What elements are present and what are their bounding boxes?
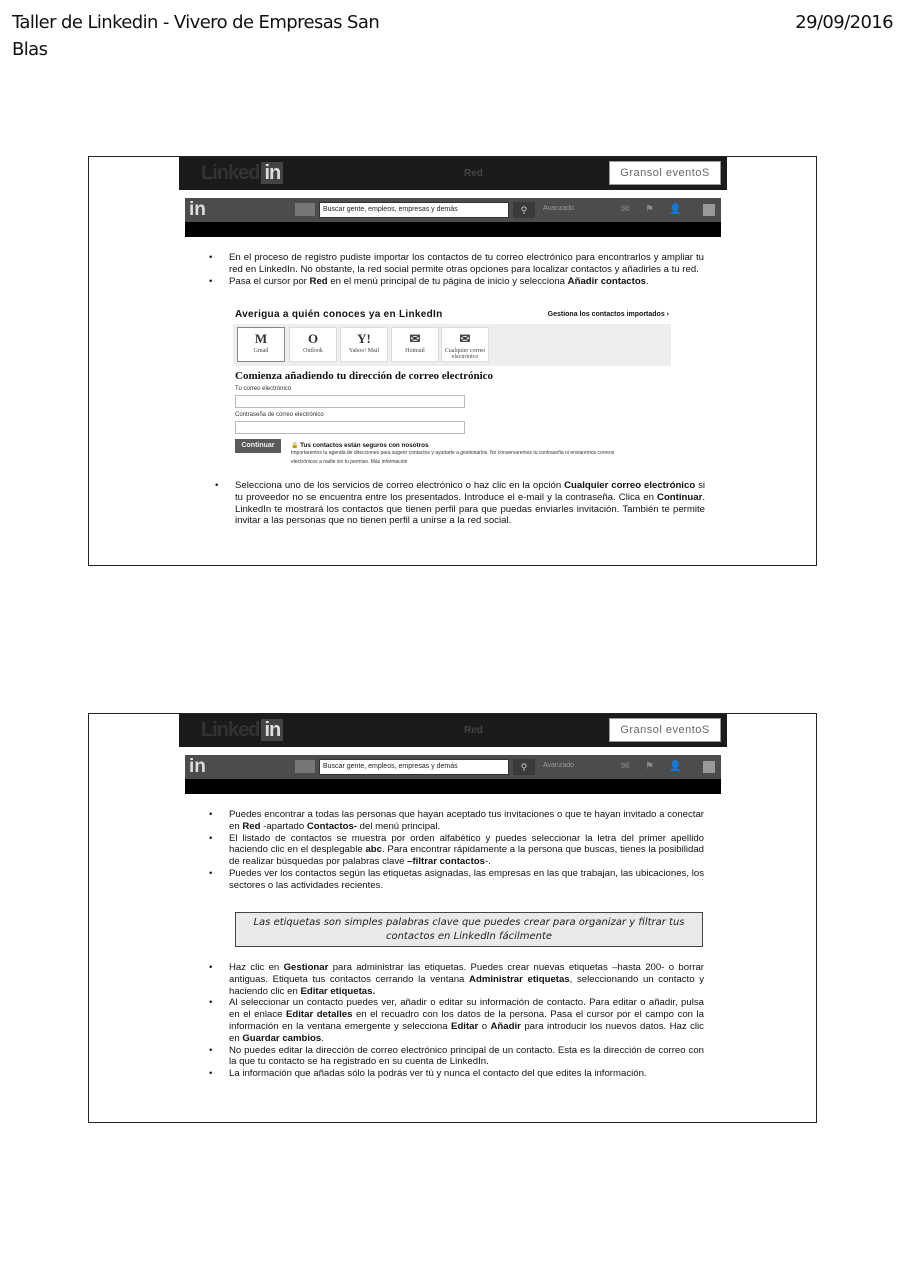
bold-text: –filtrar contactos: [407, 856, 485, 868]
slide-1: [88, 156, 817, 566]
bullet-item: [209, 809, 704, 833]
text: -.: [484, 856, 491, 868]
text: Puedes ver los contactos según las etiquetas asignadas, las empresas en las que trabajan, las ubicaciones, los sectores o las actividades recientes.: [229, 867, 704, 891]
flag-icon[interactable]: ⚑: [645, 204, 654, 215]
bullet-list: [209, 809, 704, 892]
slide-banner: [179, 714, 727, 747]
bold-text: Gestionar: [283, 962, 329, 973]
text: En el proceso de registro pudiste importar los contactos de tu correo electrónico para encontrarlos y ampliar tu red en LinkedIn. No obstante, la red social permite otras opciones para localizar contactos y añadirles a tu red.: [229, 252, 704, 275]
text: Al seleccionar un contacto puedes ver, añadir o editar su información de contacto. Para editar o añadir, pulsa en el enlace: [229, 997, 704, 1021]
bullet-list: [209, 252, 704, 287]
menu-icon[interactable]: [295, 203, 315, 216]
messages-icon[interactable]: ✉: [621, 761, 630, 772]
banner-section-title: Red: [464, 725, 483, 736]
text: . Para encontrar rápidamente a la persona que buscas, tienes la posibilidad de realizar búsquedas por palabras clave: [229, 844, 705, 868]
text: No puedes editar la dirección de correo electrónico principal de un contacto. Esta es la dirección de correo con la que tu contacto se ha registrado en su cuenta de LinkedIn.: [229, 1044, 704, 1068]
text: -apartado: [260, 820, 307, 832]
bold-text: Administrar etiquetas: [469, 973, 570, 985]
continue-button[interactable]: Continuar: [235, 439, 281, 453]
text: para introducir los nuevos datos. Haz clic en: [229, 1020, 704, 1044]
text: Pasa el cursor por: [229, 275, 310, 287]
hotmail-icon: ✉: [409, 331, 421, 346]
bullet-item: [209, 833, 704, 868]
search-icon[interactable]: ⚲: [513, 202, 535, 218]
text: para administrar las etiquetas. Puedes crear nuevas etiquetas –hasta 200- o borrar antiguas. Etiqueta tus contactos cerrando la ventana: [229, 962, 704, 985]
security-note: 🔒 Tus contactos están seguros con nosotros Importaremos tu agenda de direcciones para sugerir contactos y ayudarte a gestionarlos. No conservaremos tu contraseña ni enviaremos correos electrónicos a nadie sin tu permiso. Más información: [291, 442, 615, 465]
advanced-search-link[interactable]: Avanzado: [543, 205, 575, 212]
messages-icon[interactable]: ✉: [621, 204, 630, 215]
manage-imported-link[interactable]: Gestiona los contactos importados ›: [547, 311, 669, 318]
avatar-icon[interactable]: [703, 204, 715, 216]
linkedin-navbar: [185, 755, 721, 794]
bold-text: Continuar: [657, 491, 703, 503]
add-contact-icon[interactable]: 👤: [669, 204, 682, 215]
outlook-icon: O: [307, 331, 319, 346]
bold-text: Editar: [451, 1020, 479, 1032]
linkedin-navbar: [185, 198, 721, 237]
menu-icon[interactable]: [295, 760, 315, 773]
document-date: 29/09/2016: [795, 12, 893, 33]
text: .: [321, 1032, 324, 1044]
linkedin-nav-logo[interactable]: in: [189, 199, 206, 220]
bullet-item: [209, 868, 704, 892]
bold-text: Red: [309, 275, 328, 287]
text: en el recuadro con los datos de la persona. Pasa el cursor por el campo con la información en la ventana emergente y selecciona: [229, 1009, 704, 1032]
text: , seleccionando un contacto y haciendo clic en: [229, 973, 704, 997]
form-heading: Comienza añadiendo tu dirección de correo electrónico: [235, 370, 494, 382]
brand-logo: Gransol eventoS: [609, 718, 721, 742]
callout-box: Las etiquetas son simples palabras clave que puedes crear para organizar y filtrar tus contactos en LinkedIn fácilmente: [235, 912, 703, 947]
slide-2: [88, 713, 817, 1123]
text: del menú principal.: [356, 820, 441, 832]
lock-icon: 🔒: [291, 443, 299, 449]
password-field[interactable]: [235, 421, 465, 434]
bullet-list: [215, 480, 705, 527]
email-field[interactable]: [235, 395, 465, 408]
bullet-item: [209, 997, 704, 1044]
provider-yahoo[interactable]: Y! Yahoo! Mail: [340, 327, 388, 362]
bullet-list: [209, 962, 704, 1080]
search-input[interactable]: Buscar gente, empleos, empresas y demás: [319, 759, 509, 775]
bullet-item: [209, 1068, 704, 1080]
avatar-icon[interactable]: [703, 761, 715, 773]
bold-text: Contactos-: [306, 820, 357, 832]
banner-section-title: Red: [464, 168, 483, 179]
gmail-icon: M: [254, 331, 268, 346]
add-contact-icon[interactable]: 👤: [669, 761, 682, 772]
add-contacts-panel: [233, 309, 671, 471]
bold-text: Guardar cambios: [242, 1032, 322, 1044]
text: Puedes encontrar a todas las personas que hayan aceptado tus invitaciones o que te hayan invitado a conectar en: [229, 809, 704, 832]
bold-text: Red: [242, 820, 261, 832]
bold-text: Añadir contactos: [567, 275, 647, 287]
bold-text: Añadir: [490, 1020, 521, 1032]
advanced-search-link[interactable]: Avanzado: [543, 762, 575, 769]
bold-text: Editar etiquetas.: [300, 985, 376, 997]
search-icon[interactable]: ⚲: [513, 759, 535, 775]
linkedin-logo: Linked in: [201, 719, 283, 742]
text: Haz clic en: [229, 962, 284, 973]
email-label: Tu correo electrónico: [235, 386, 292, 392]
bold-text: Cualquier correo electrónico: [564, 480, 696, 491]
provider-list: [233, 324, 671, 366]
envelope-icon: ✉: [459, 331, 471, 346]
text: El listado de contactos se muestra por orden alfabético y puedes seleccionar la letra del primer apellido haciendo clic en el desplegable: [229, 832, 704, 856]
yahoo-icon: Y!: [357, 331, 371, 346]
text: si tu proveedor no se encuentra entre los presentados. Introduce el e-mail y la contraseña. Clica en: [235, 480, 706, 503]
bold-text: abc: [365, 844, 382, 856]
bullet-item: [209, 252, 704, 276]
provider-outlook[interactable]: O Outlook: [289, 327, 337, 362]
text: . LinkedIn te mostrará los contactos que tienen perfil para que puedas enviarles invitación. También te permite invitar a las personas que no tienen perfil a unirse a la red social.: [235, 491, 705, 527]
password-label: Contraseña de correo electrónico: [235, 412, 324, 418]
flag-icon[interactable]: ⚑: [645, 761, 654, 772]
bullet-item: [209, 962, 704, 997]
provider-hotmail[interactable]: ✉ Hotmail: [391, 327, 439, 362]
text: La información que añadas sólo la podrás ver tú y nunca el contacto del que edites la información.: [229, 1068, 647, 1080]
linkedin-logo: Linked in: [201, 162, 283, 185]
linkedin-nav-logo[interactable]: in: [189, 756, 206, 777]
text: .: [646, 275, 649, 287]
bullet-item: [209, 1045, 704, 1069]
bullet-item: [215, 480, 705, 527]
brand-logo: Gransol eventoS: [609, 161, 721, 185]
text: en el menú principal de tu página de inicio y selecciona: [327, 275, 568, 287]
bullet-item: [209, 276, 704, 288]
provider-other-email[interactable]: ✉ Cualquier correo electrónico: [441, 327, 489, 362]
bold-text: Editar detalles: [285, 1009, 353, 1021]
document-title: Taller de Linkedin - Vivero de Empresas San Blas: [12, 12, 380, 60]
text: o: [478, 1020, 491, 1032]
search-input[interactable]: Buscar gente, empleos, empresas y demás: [319, 202, 509, 218]
panel-title: Averigua a quién conoces ya en LinkedIn: [235, 309, 443, 320]
text: Selecciona uno de los servicios de correo electrónico o haz clic en la opción: [235, 480, 565, 491]
slide-banner: [179, 157, 727, 190]
provider-gmail[interactable]: M Gmail: [237, 327, 285, 362]
